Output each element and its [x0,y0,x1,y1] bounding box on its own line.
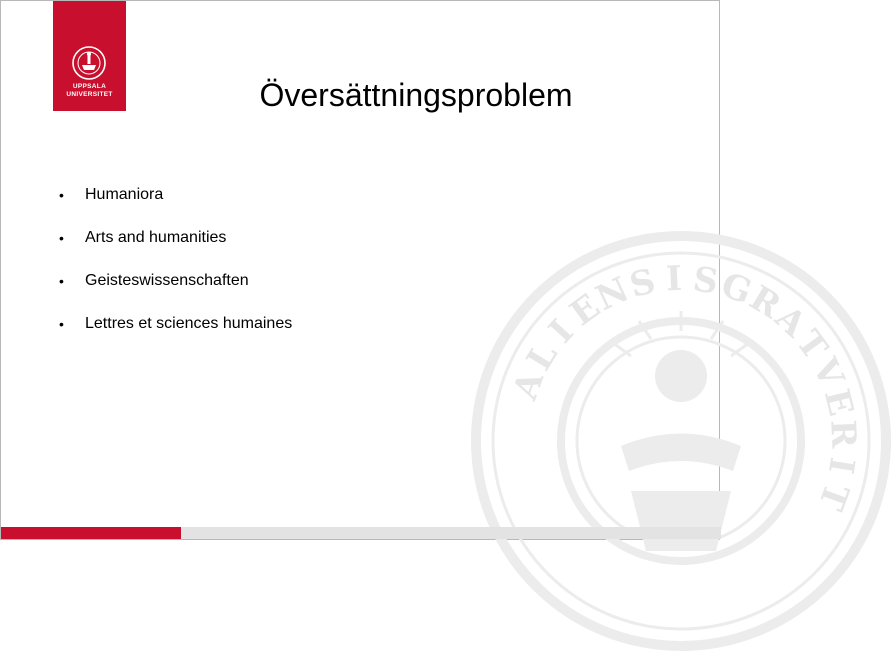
university-seal-icon [71,45,107,81]
bullet-text: Humaniora [85,186,164,203]
watermark-letter: V [804,352,852,393]
bullet-text: Arts and humanities [85,229,227,246]
logo-text-line2: UNIVERSITET [66,91,113,98]
bullet-item [59,227,292,270]
watermark-letter: L [519,336,566,378]
bullet-text: Geisteswissenschaften [85,272,249,289]
bullet-dot-icon: • [59,187,64,203]
footer-grey [181,527,721,539]
footer-bar [1,527,721,539]
logo-text-line1: UPPSALA [72,83,107,90]
watermark-letter: T [787,323,836,368]
university-seal-watermark-icon [471,231,891,651]
watermark-letter: S [690,259,721,303]
watermark-letter: A [767,297,814,346]
bullet-item [59,313,292,356]
university-logo [53,1,126,111]
bullet-dot-icon: • [59,316,64,332]
watermark-letter: E [562,286,608,335]
watermark-letter: T [810,477,857,516]
watermark-letter: I [665,258,683,300]
bullet-item [59,270,292,313]
slide-title: Översättningsproblem [259,77,573,113]
watermark-letter: R [742,278,788,327]
watermark-letter: I [820,454,863,477]
bullet-dot-icon: • [59,230,64,246]
footer-accent [1,527,181,539]
bullet-dot-icon: • [59,273,64,289]
bullet-text: Lettres et sciences humaines [85,315,293,332]
watermark-letter: I [541,312,582,351]
watermark-letter: E [815,385,861,420]
bullet-list [59,184,292,356]
bullet-item [59,184,292,227]
watermark-letter: R [822,418,864,449]
watermark-letter: G [715,264,757,313]
watermark-letter: A [505,366,553,405]
watermark-letter: S [625,261,660,306]
watermark-letter: N [590,269,636,319]
